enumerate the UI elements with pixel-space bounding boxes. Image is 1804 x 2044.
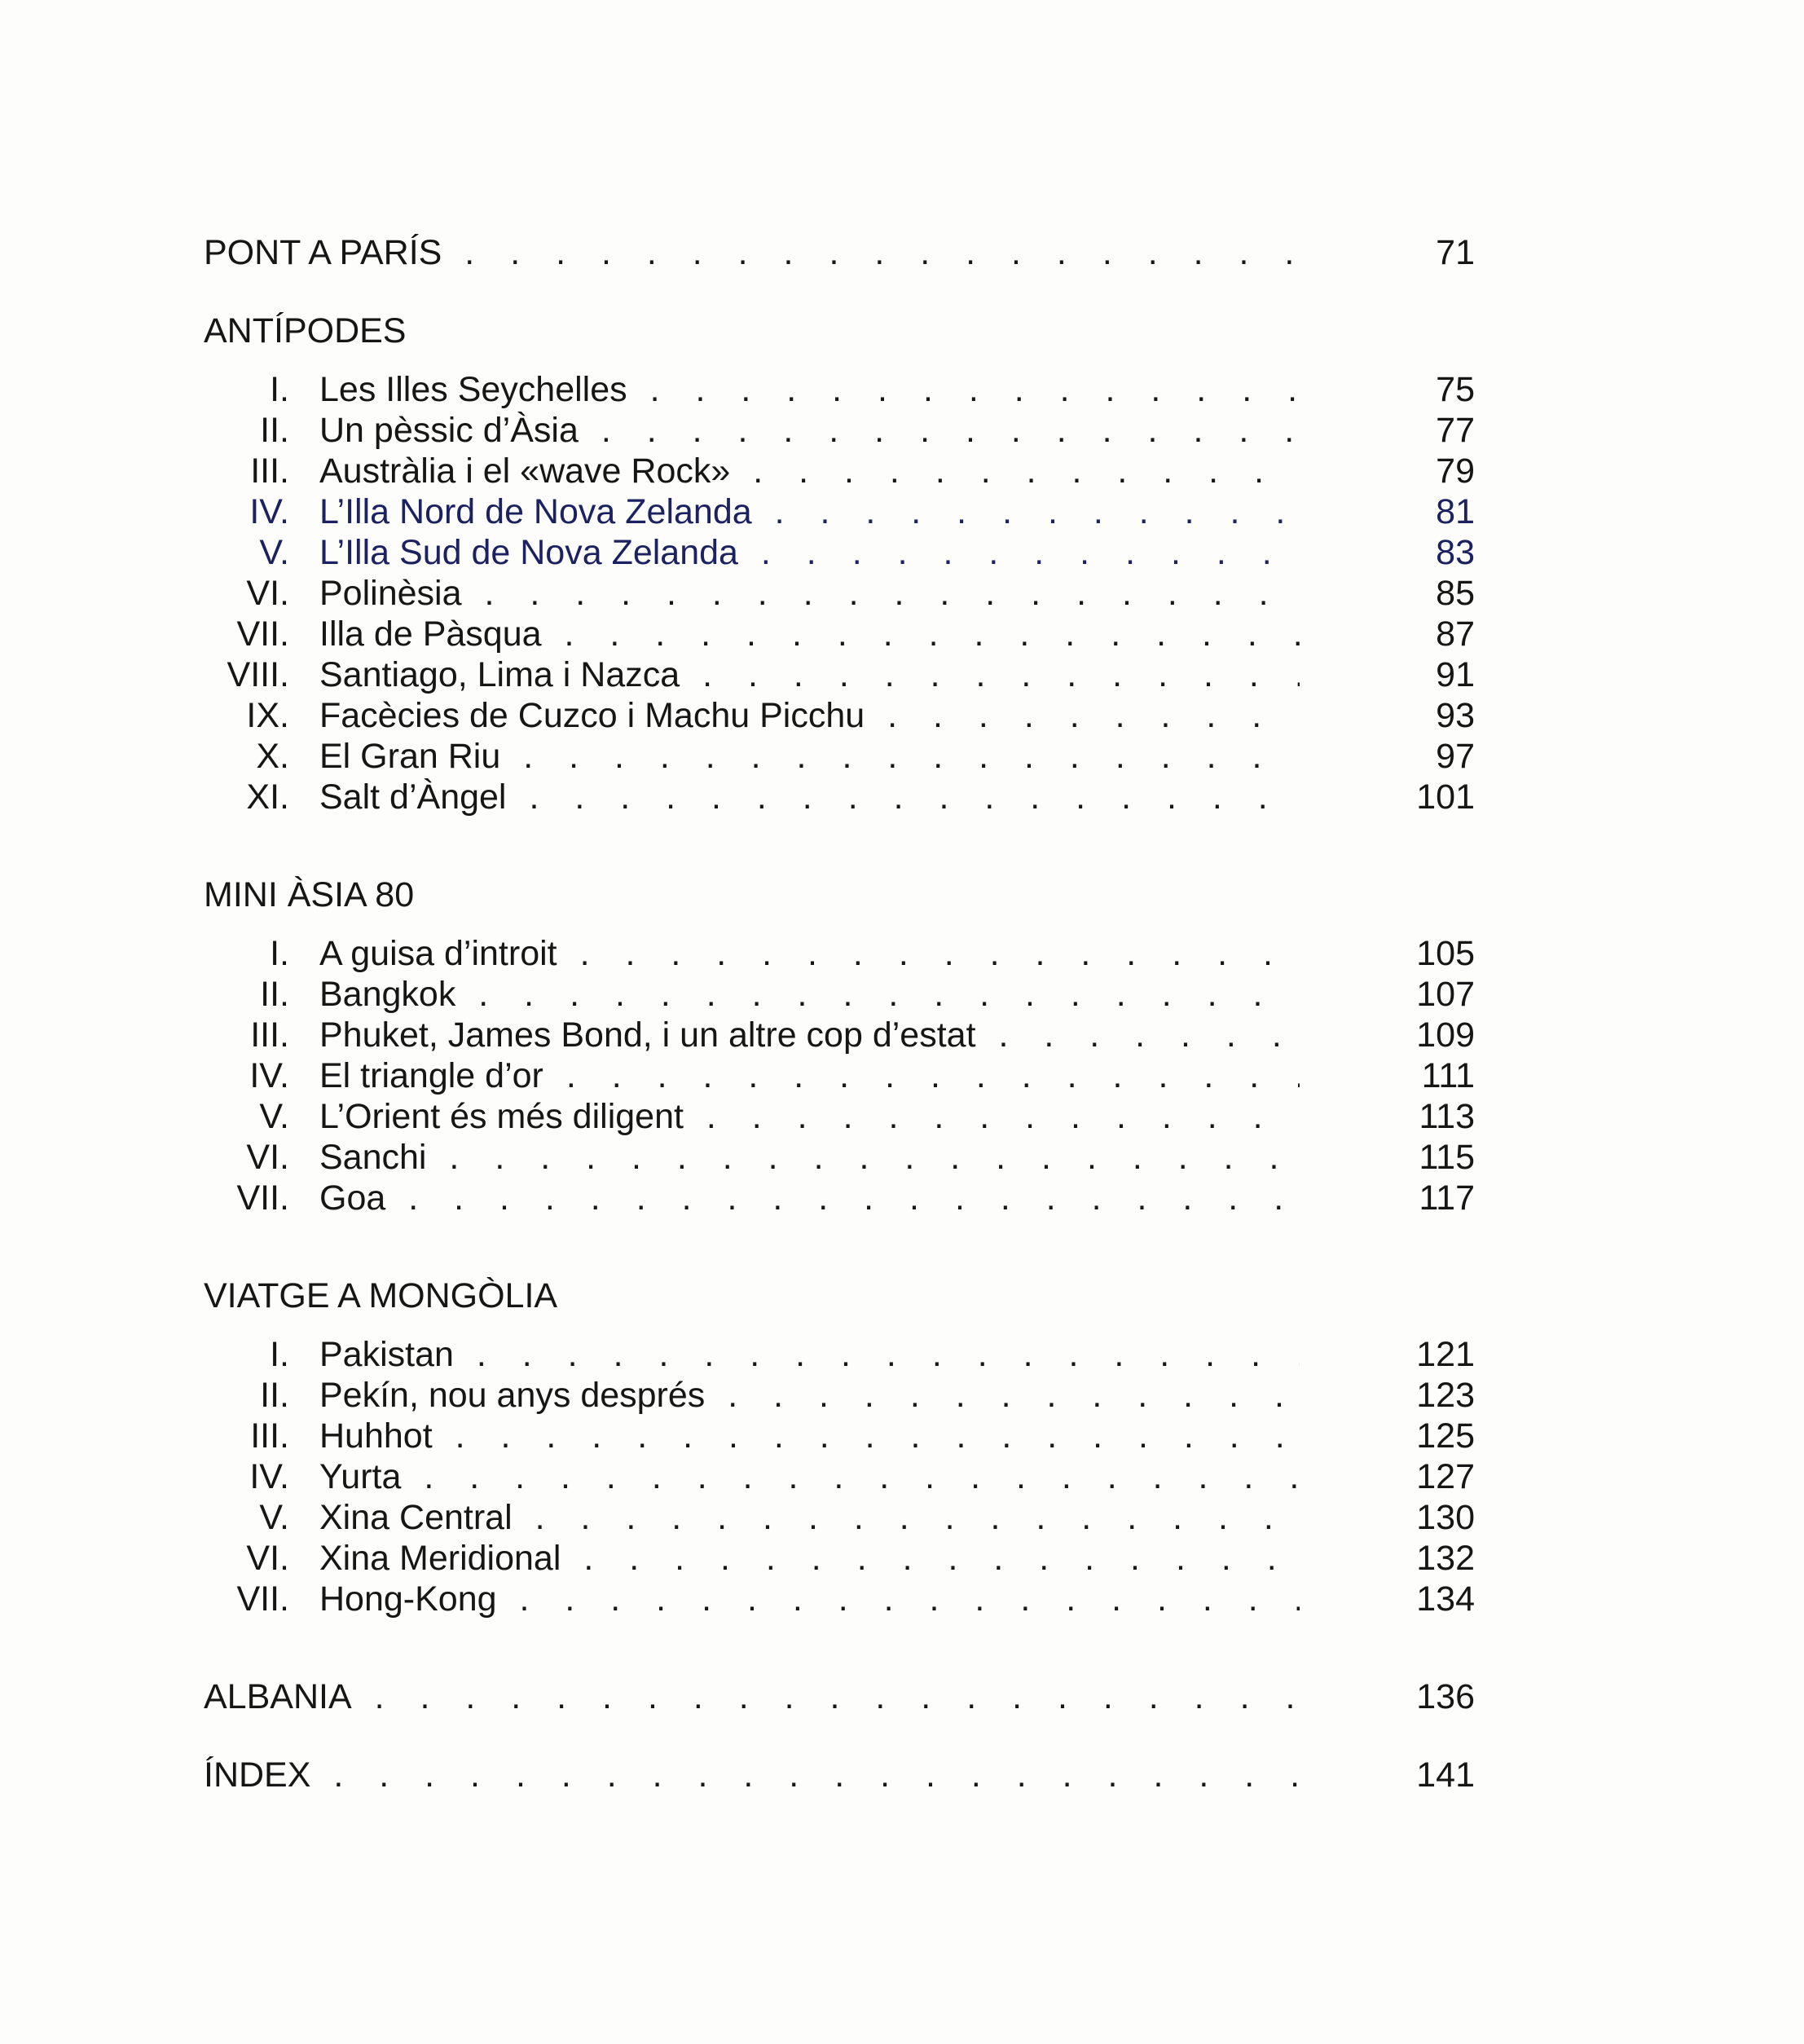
toc-entry-page: 121 [1416,1335,1475,1374]
toc-entry-number: V. [259,533,289,572]
toc-entry-page: 127 [1416,1457,1475,1496]
toc-entry-title: El triangle d’or . . . [319,1055,1300,1096]
toc-entry-page: 125 [1416,1416,1475,1456]
toc-entry[interactable] [204,736,1475,777]
toc-entry-number: IX. [246,696,289,735]
toc-entry[interactable] [204,1375,1475,1416]
toc-entry-page: 107 [1416,975,1475,1014]
toc-entry-number: X. [256,737,289,776]
toc-entry[interactable] [204,1096,1475,1137]
toc-entry-page: 91 [1436,655,1475,694]
section-mini-asia-80 [204,874,1475,1218]
toc-entry[interactable] [204,451,1475,491]
toc-entry-page: 117 [1419,1178,1475,1218]
toc-entry-page: 141 [1416,1755,1475,1795]
toc-entry-number: XI. [246,778,289,817]
toc-entry-number: VI. [246,1138,289,1177]
toc-entry[interactable] [204,369,1475,410]
toc-entry-number: III. [250,452,289,491]
toc-entry-number: VII. [236,1579,289,1619]
toc-entry[interactable] [204,410,1475,451]
toc-entry[interactable] [204,1137,1475,1178]
section-antipodes [204,311,1475,817]
toc-entry-number: III. [250,1015,289,1055]
section-viatge-a-mongolia [204,1275,1475,1619]
toc-entry[interactable] [204,532,1475,573]
toc-entry-page: 105 [1416,934,1475,973]
toc-entry-title: Xina Central . . . [319,1497,1300,1538]
toc-entry-number: I. [270,1335,289,1374]
toc-entry-page: 111 [1421,1056,1475,1095]
toc-entry-page: 101 [1416,778,1475,817]
table-of-contents [204,232,1475,1833]
toc-entry[interactable] [204,1497,1475,1538]
toc-entry-number: II. [260,975,289,1014]
toc-entry-title: Facècies de Cuzco i Machu Picchu . . . [319,695,1300,736]
toc-entry-title: ALBANIA . . . [204,1676,1300,1717]
toc-entry-title: Huhhot . . . [319,1416,1300,1456]
toc-entry[interactable] [204,654,1475,695]
toc-entry-page: 81 [1436,492,1475,531]
toc-entry-title: Sanchi . . . [319,1137,1300,1178]
toc-entry[interactable] [204,777,1475,817]
toc-entry-title: Xina Meridional . . . [319,1538,1300,1579]
toc-entry-title: Un pèssic d’Àsia . . . [319,410,1300,451]
toc-entry-page: 87 [1436,615,1475,654]
toc-entry-title: PONT A PARÍS . . . [204,232,1300,273]
toc-entry-title: Austràlia i el «wave Rock» . . . [319,451,1300,491]
toc-entry[interactable] [204,974,1475,1015]
toc-entry-title: L’Illa Nord de Nova Zelanda . . . [319,491,1300,532]
section-title: VIATGE A MONGÒLIA [204,1276,558,1315]
toc-entry[interactable] [204,1015,1475,1055]
toc-entry-title: Phuket, James Bond, i un altre cop d’estat . . . [319,1015,1300,1055]
toc-entry-page: 115 [1419,1138,1475,1177]
section-title: MINI ÀSIA 80 [204,875,415,914]
toc-entry-number: III. [250,1416,289,1456]
toc-entry-page: 123 [1416,1376,1475,1415]
toc-entry-title: Polinèsia . . . [319,573,1300,614]
toc-entry[interactable] [204,1579,1475,1619]
toc-entry-number: V. [259,1498,289,1537]
toc-entry-title: L’Illa Sud de Nova Zelanda . . . [319,532,1300,573]
toc-entry-title: Pekín, nou anys després . . . [319,1375,1300,1416]
toc-entry[interactable] [204,1538,1475,1579]
toc-entry-title: Goa . . . [319,1178,1300,1218]
toc-entry-title: Illa de Pàsqua . . . [319,614,1300,654]
toc-entry-title: Santiago, Lima i Nazca . . . [319,654,1300,695]
toc-entry-page: 75 [1436,370,1475,409]
toc-entry-page: 79 [1436,452,1475,491]
toc-entry-page: 109 [1416,1015,1475,1055]
toc-entry[interactable] [204,1416,1475,1456]
toc-entry[interactable] [204,1178,1475,1218]
toc-entry[interactable] [204,491,1475,532]
toc-entry-index[interactable] [204,1755,1475,1795]
toc-entry-page: 77 [1436,411,1475,450]
toc-entry-number: II. [260,1376,289,1415]
toc-entry-page: 134 [1416,1579,1475,1619]
toc-entry-page: 113 [1419,1097,1475,1136]
toc-entry[interactable] [204,1055,1475,1096]
toc-entry-number: VI. [246,574,289,613]
toc-entry[interactable] [204,1334,1475,1375]
toc-entry-page: 85 [1436,574,1475,613]
toc-entry-albania[interactable] [204,1676,1475,1717]
toc-entry-title: L’Orient és més diligent . . . [319,1096,1300,1137]
toc-entry-title: A guisa d’introit . . . [319,933,1300,974]
toc-entry-number: IV. [249,492,289,531]
toc-entry-page: 71 [1436,233,1475,272]
toc-entry-number: VI. [246,1539,289,1578]
toc-entry-title: El Gran Riu . . . [319,736,1300,777]
toc-entry-title: Pakistan . . . [319,1334,1300,1375]
toc-entry-pont-a-paris[interactable] [204,232,1475,273]
toc-entry-page: 132 [1416,1539,1475,1578]
toc-entry-number: VII. [236,615,289,654]
toc-entry-number: V. [259,1097,289,1136]
toc-entry-title: Les Illes Seychelles . . . [319,369,1300,410]
toc-entry-number: VII. [236,1178,289,1218]
toc-entry-number: I. [270,370,289,409]
toc-entry-number: II. [260,411,289,450]
toc-entry[interactable] [204,695,1475,736]
toc-entry-title: Bangkok . . . [319,974,1300,1015]
toc-entry-page: 136 [1416,1677,1475,1716]
toc-entry-title: Hong-Kong . . . [319,1579,1300,1619]
toc-entry-page: 93 [1436,696,1475,735]
toc-entry-page: 97 [1436,737,1475,776]
section-title: ANTÍPODES [204,311,407,350]
toc-entry-number: IV. [249,1457,289,1496]
toc-entry-page: 130 [1416,1498,1475,1537]
toc-entry-number: VIII. [227,655,289,694]
toc-entry[interactable] [204,573,1475,614]
toc-entry[interactable] [204,1456,1475,1497]
toc-entry-title: Salt d’Àngel . . . [319,777,1300,817]
toc-entry-number: I. [270,934,289,973]
toc-entry-title: ÍNDEX . . . [204,1755,1300,1795]
toc-entry[interactable] [204,614,1475,654]
toc-entry-number: IV. [249,1056,289,1095]
toc-entry-page: 83 [1436,533,1475,572]
toc-entry-title: Yurta . . . [319,1456,1300,1497]
toc-entry[interactable] [204,933,1475,974]
